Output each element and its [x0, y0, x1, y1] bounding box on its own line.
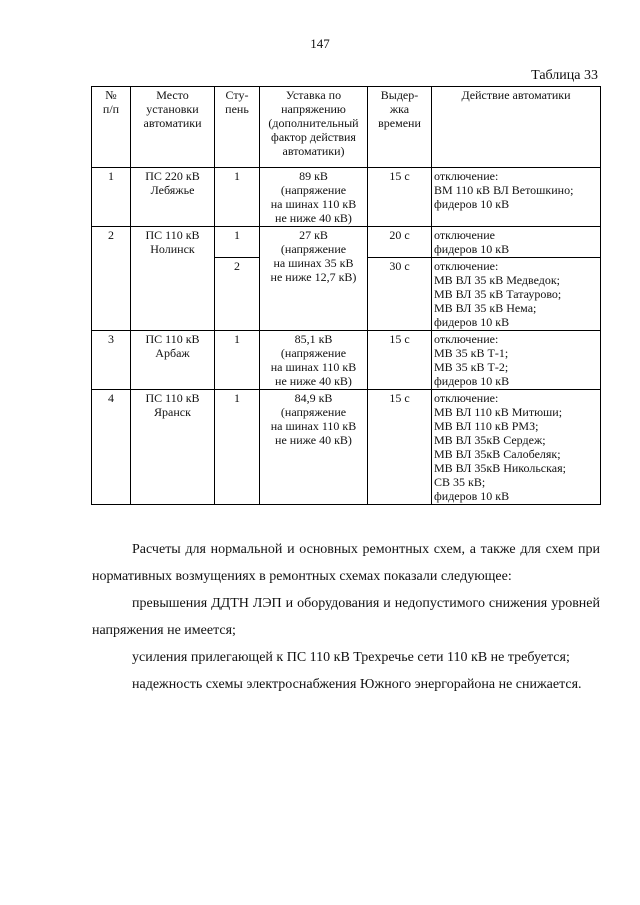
- cell-delay: 30 с: [368, 258, 432, 331]
- header-delay: Выдер- жка времени: [368, 87, 432, 168]
- cell-action: отключение фидеров 10 кВ: [432, 227, 601, 258]
- cell-delay: 15 с: [368, 331, 432, 390]
- table-row: [92, 168, 601, 227]
- automation-table: [91, 86, 601, 505]
- table-row: [92, 227, 601, 258]
- cell-stage: 1: [215, 331, 260, 390]
- table-header-row: [92, 87, 601, 168]
- cell-action: отключение: МВ ВЛ 110 кВ Митюши; МВ ВЛ 110 кВ РМЗ; МВ ВЛ 35кВ Сердеж; МВ ВЛ 35кВ Салобеляк; МВ ВЛ 35кВ Никольская; СВ 35 кВ; фидеров 10 кВ: [432, 390, 601, 505]
- cell-place: ПС 110 кВ Арбаж: [131, 331, 215, 390]
- cell-place: ПС 220 кВ Лебяжье: [131, 168, 215, 227]
- cell-num: 2: [92, 227, 131, 331]
- cell-setting: 85,1 кВ (напряжение на шинах 110 кВ не ниже 40 кВ): [260, 331, 368, 390]
- paragraph: превышения ДДТН ЛЭП и оборудования и недопустимого снижения уровней напряжения не имеется;: [92, 596, 600, 638]
- cell-num: 4: [92, 390, 131, 505]
- header-num: № п/п: [92, 87, 131, 168]
- cell-delay: 20 с: [368, 227, 432, 258]
- paragraph: усиления прилегающей к ПС 110 кВ Трехречье сети 110 кВ не требуется;: [132, 650, 570, 665]
- cell-setting: 89 кВ (напряжение на шинах 110 кВ не ниже 40 кВ): [260, 168, 368, 227]
- cell-action: отключение: ВМ 110 кВ ВЛ Ветошкино; фидеров 10 кВ: [432, 168, 601, 227]
- body-text: [92, 536, 600, 698]
- table-row: [92, 331, 601, 390]
- cell-stage: 2: [215, 258, 260, 331]
- cell-num: 3: [92, 331, 131, 390]
- cell-action: отключение: МВ 35 кВ Т-1; МВ 35 кВ Т-2; фидеров 10 кВ: [432, 331, 601, 390]
- cell-place: ПС 110 кВ Яранск: [131, 390, 215, 505]
- cell-delay: 15 с: [368, 390, 432, 505]
- table-row: [92, 390, 601, 505]
- cell-stage: 1: [215, 390, 260, 505]
- table-caption: Таблица 33: [531, 68, 598, 83]
- header-action: Действие автоматики: [432, 87, 601, 168]
- cell-num: 1: [92, 168, 131, 227]
- paragraph: надежность схемы электроснабжения Южного энергорайона не снижается.: [132, 677, 582, 692]
- paragraph: Расчеты для нормальной и основных ремонтных схем, а также для схем при нормативных возмущениях в ремонтных схемах показали следующее:: [92, 542, 600, 584]
- page-number: 147: [310, 36, 330, 51]
- cell-setting: 84,9 кВ (напряжение на шинах 110 кВ не ниже 40 кВ): [260, 390, 368, 505]
- cell-place: ПС 110 кВ Нолинск: [131, 227, 215, 331]
- cell-action: отключение: МВ ВЛ 35 кВ Медведок; МВ ВЛ 35 кВ Татаурово; МВ ВЛ 35 кВ Нема; фидеров 10 кВ: [432, 258, 601, 331]
- cell-stage: 1: [215, 168, 260, 227]
- cell-stage: 1: [215, 227, 260, 258]
- cell-delay: 15 с: [368, 168, 432, 227]
- header-stage: Сту- пень: [215, 87, 260, 168]
- header-setting: Уставка по напряжению (дополнительный фактор действия автоматики): [260, 87, 368, 168]
- header-place: Место установки автоматики: [131, 87, 215, 168]
- cell-setting: 27 кВ (напряжение на шинах 35 кВ не ниже 12,7 кВ): [260, 227, 368, 331]
